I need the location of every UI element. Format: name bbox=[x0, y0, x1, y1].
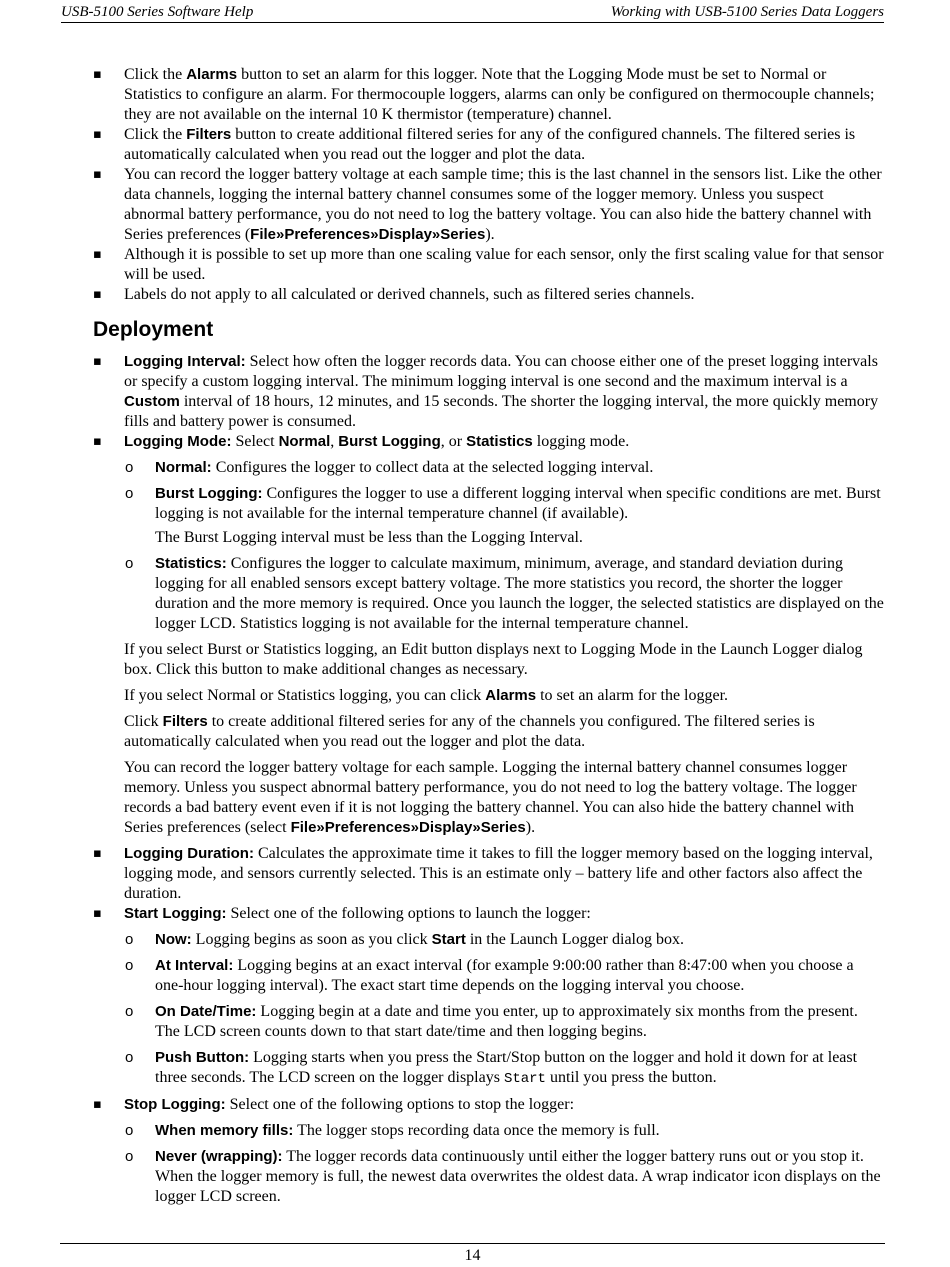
paragraph-alarms: If you select Normal or Statistics logging, you can click Alarms to set an alarm for the logger. bbox=[124, 687, 729, 704]
page-header bbox=[61, 3, 884, 23]
bullet-labels: ▪ Labels do not apply to all calculated or derived channels, such as filtered series channels. bbox=[93, 285, 885, 305]
bullet-scaling: ▪ Although it is possible to set up more than one scaling value for each sensor, only the first scaling value for that sensor will be used. bbox=[93, 245, 885, 285]
subitem-on-date-time: o On Date/Time: Logging begin at a date and time you enter, up to approximately six months from the present. The LCD screen counts down to that start date/time and then logging begins. bbox=[124, 1002, 885, 1042]
page-content bbox=[93, 65, 885, 1207]
header-right-title: Working with USB-5100 Series Data Loggers bbox=[610, 4, 884, 20]
subitem-now: o Now: Logging begins as soon as you click Start in the Launch Logger dialog box. bbox=[124, 930, 885, 950]
bullet-start-logging: ▪ Start Logging: Select one of the following options to launch the logger: bbox=[93, 904, 885, 924]
bullet-logging-interval: ▪ Logging Interval: Select how often the logger records data. You can choose either one of the preset logging intervals or specify a custom logging interval. The minimum logging interval is one second and the maximum interval is a Custom interval of 18 hours, 12 minutes, and 15 seconds. The shorter the logging interval, the more quickly memory fills and battery power is consumed. bbox=[93, 352, 885, 432]
header-left-title: USB-5100 Series Software Help bbox=[61, 4, 254, 20]
burst-note: The Burst Logging interval must be less than the Logging Interval. bbox=[155, 529, 583, 546]
filters-term: Filters bbox=[186, 126, 232, 143]
paragraph-edit-button: If you select Burst or Statistics logging, an Edit button displays next to Logging Mode in the Launch Logger dialog box. Click this button to make additional changes as necessary. bbox=[124, 641, 863, 678]
bullet-logging-mode: ▪ Logging Mode: Select Normal, Burst Logging, or Statistics logging mode. bbox=[93, 432, 885, 452]
paragraph-battery: You can record the logger battery voltage for each sample. Logging the internal battery channel consumes logger memory. Unless you suspect abnormal battery performance, you do not need to log the battery voltage. The logger records a bad battery event even if it is not logging the battery channel. You can also hide the battery channel with Series preferences (select File»Preferences»Display»Series). bbox=[124, 759, 857, 836]
bullet-alarms: ▪ Click the Alarms button to set an alarm for this logger. Note that the Logging Mode must be set to Normal or Statistics to configure an alarm. For thermocouple loggers, alarms can only be configured on thermocouple channels; they are not available on the internal 10 K thermistor (temperature) channel. bbox=[93, 65, 885, 125]
bullet-logging-duration: ▪ Logging Duration: Calculates the approximate time it takes to fill the logger memory based on the logging interval, logging mode, and sensors currently selected. This is an estimate only – battery life and other factors also affect the duration. bbox=[93, 844, 885, 904]
page-footer bbox=[60, 1243, 885, 1265]
paragraph-filters: Click Filters to create additional filtered series for any of the channels you configured. The filtered series is automatically calculated when you read out the logger and plot the data. bbox=[124, 713, 815, 750]
page-number: 14 bbox=[464, 1247, 481, 1264]
bullet-filters: ▪ Click the Filters button to create additional filtered series for any of the configured channels. The filtered series is automatically calculated when you read out the logger and plot the data. bbox=[93, 125, 885, 165]
menu-path: File»Preferences»Display»Series bbox=[250, 226, 486, 243]
subitem-statistics: o Statistics: Configures the logger to calculate maximum, minimum, average, and standard deviation during logging for all enabled sensors except battery voltage. The more statistics you record, the shorter the logger duration and the more memory is required. Once you launch the logger, the selected statistics are displayed on the logger LCD. Statistics logging is not available for the internal temperature channel. bbox=[124, 554, 885, 634]
lcd-start-text: Start bbox=[503, 1071, 546, 1087]
bullet-battery-voltage: ▪ You can record the logger battery voltage at each sample time; this is the last channel in the sensors list. Like the other data channels, logging the internal battery channel consumes some of the logger memory. Unless you suspect abnormal battery performance, you do not need to log the battery voltage. You can also hide the battery channel with Series preferences (File»Preferences»Display»Series). bbox=[93, 165, 885, 245]
bullet-stop-logging: ▪ Stop Logging: Select one of the following options to stop the logger: bbox=[93, 1095, 885, 1115]
subitem-at-interval: o At Interval: Logging begins at an exact interval (for example 9:00:00 rather than 8:47:00 when you choose a one-hour logging interval). The exact start time depends on the logging interval you choose. bbox=[124, 956, 885, 996]
subitem-normal: o Normal: Configures the logger to collect data at the selected logging interval. bbox=[124, 458, 885, 478]
subitem-never-wrapping: o Never (wrapping): The logger records data continuously until either the logger battery runs out or you stop it. When the logger memory is full, the newest data overwrites the oldest data. A wrap indicator icon displays on the logger LCD screen. bbox=[124, 1147, 885, 1207]
section-heading-deployment: Deployment bbox=[93, 318, 214, 341]
subitem-push-button: o Push Button: Logging starts when you press the Start/Stop button on the logger and hold it down for at least three seconds. The LCD screen on the logger displays Start until you press the button. bbox=[124, 1048, 885, 1089]
alarms-term: Alarms bbox=[186, 66, 238, 83]
subitem-when-memory-fills: o When memory fills: The logger stops recording data once the memory is full. bbox=[124, 1121, 885, 1141]
subitem-burst-logging: o Burst Logging: Configures the logger to use a different logging interval when specific conditions are met. Burst logging is not available for the internal temperature channel (if available). bbox=[124, 484, 885, 524]
